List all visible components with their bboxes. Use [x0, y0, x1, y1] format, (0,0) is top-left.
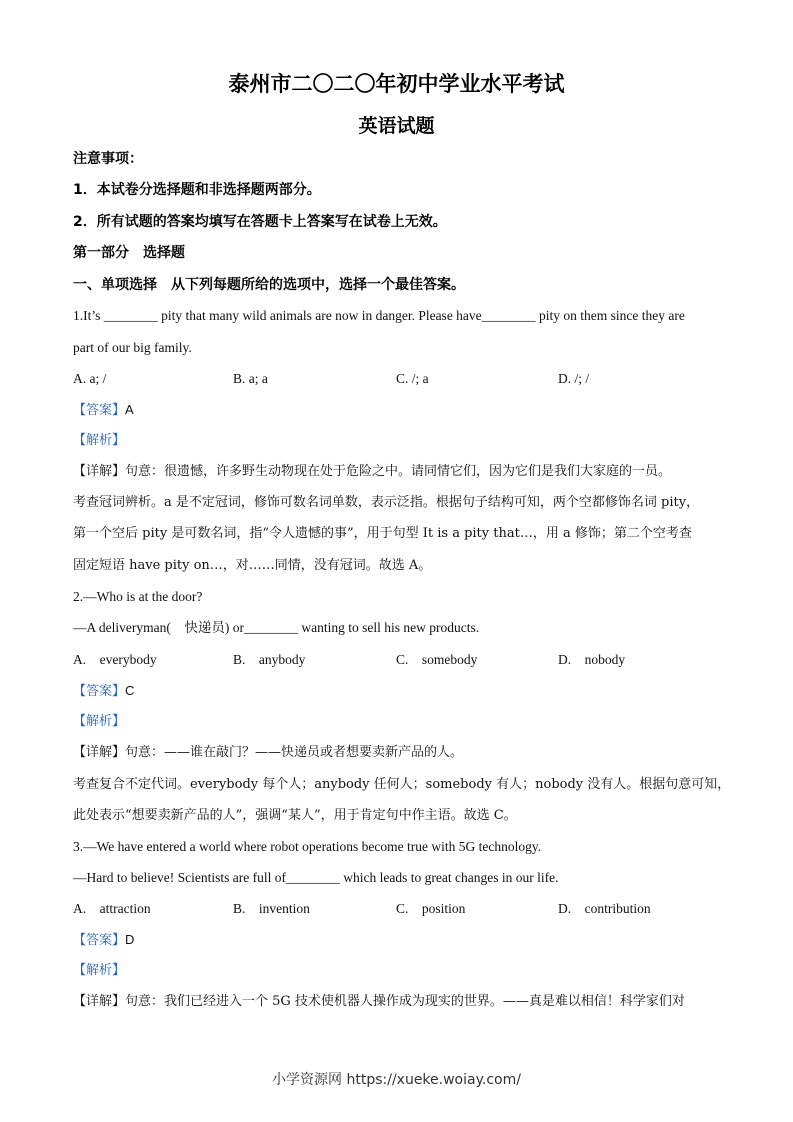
option-d: D. nobody [558, 652, 626, 667]
option-a: A. attraction [73, 901, 151, 916]
option-c: C. somebody [396, 652, 478, 667]
answer-row [73, 682, 134, 701]
detail-line: 【详解】句意：我们已经进入一个 5G 技术使机器人操作成为现实的世界。——真是难以相信！科学家们对 [73, 994, 685, 1009]
option-b: B. anybody [233, 652, 306, 667]
notice-heading: 注意事项： [73, 151, 143, 167]
answer-label: 【答案】 [73, 933, 126, 948]
answer-row [73, 401, 134, 420]
analysis-label: 【解析】 [73, 433, 126, 448]
question-stem: —A deliveryman( 快递员) or________ wanting to sell his new products. [73, 620, 480, 635]
question-stem: 2.—Who is at the door? [73, 589, 203, 604]
detail-line: 第一个空后 pity 是可数名词，指“令人遗憾的事”，用于句型 It is a pity that…，用 a 修饰；第二个空考查 [73, 526, 692, 541]
option-a: A. a; / [73, 371, 107, 386]
detail-label: 【详解】 [73, 464, 126, 479]
section-title: 一、单项选择 从下列每题所给的选项中，选择一个最佳答案。 [73, 277, 465, 293]
notice-item: 2．所有试题的答案均填写在答题卡上答案写在试卷上无效。 [73, 214, 447, 230]
question-stem: 3.—We have entered a world where robot operations become true with 5G technology. [73, 839, 542, 854]
question-stem: part of our big family. [73, 340, 192, 355]
question-stem: —Hard to believe! Scientists are full of________ which leads to great changes in our life. [73, 870, 559, 885]
analysis-row [73, 962, 125, 980]
detail-line: 【详解】句意：很遗憾，许多野生动物现在处于危险之中。请同情它们，因为它们是我们大家庭的一员。 [73, 464, 672, 479]
detail-label: 【详解】 [73, 994, 126, 1009]
option-b: B. a; a [233, 371, 268, 386]
answer-value: D [125, 932, 135, 947]
detail-line: 考查冠词辨析。a 是不定冠词，修饰可数名词单数，表示泛指。根据句子结构可知，两个空都修饰名词 pity， [73, 495, 700, 510]
answer-value: A [125, 402, 134, 417]
exam-title: 泰州市二〇二〇年初中学业水平考试 [228, 72, 565, 96]
analysis-row [73, 432, 125, 450]
option-c: C. position [396, 901, 466, 916]
analysis-row [73, 713, 125, 731]
detail-line: 考查复合不定代词。everybody 每个人；anybody 任何人；somebody 有人；nobody 没有人。根据句意可知， [73, 777, 731, 792]
answer-row [73, 931, 134, 950]
analysis-label: 【解析】 [73, 714, 126, 729]
option-a: A. everybody [73, 652, 157, 667]
analysis-label: 【解析】 [73, 963, 126, 978]
answer-label: 【答案】 [73, 684, 126, 699]
detail-line: 固定短语 have pity on…，对……同情，没有冠词。故选 A。 [73, 558, 432, 573]
exam-subtitle: 英语试题 [358, 115, 435, 137]
option-c: C. /; a [396, 371, 429, 386]
option-d: D. /; / [558, 371, 590, 386]
answer-value: C [125, 683, 135, 698]
part-title: 第一部分 选择题 [73, 245, 185, 261]
option-b: B. invention [233, 901, 310, 916]
answer-label: 【答案】 [73, 403, 126, 418]
footer-watermark: 小学资源网 https://xueke.woiay.com/ [272, 1072, 521, 1088]
detail-label: 【详解】 [73, 745, 126, 760]
option-d: D. contribution [558, 901, 651, 916]
question-stem: 1.It’s ________ pity that many wild animals are now in danger. Please have________ pity on them since they are [73, 308, 685, 323]
detail-line: 此处表示“想要卖新产品的人”，强调“某人”，用于肯定句中作主语。故选 C。 [73, 808, 517, 823]
notice-item: 1．本试卷分选择题和非选择题两部分。 [73, 182, 321, 198]
detail-line: 【详解】句意：——谁在敲门？——快递员或者想要卖新产品的人。 [73, 745, 464, 760]
